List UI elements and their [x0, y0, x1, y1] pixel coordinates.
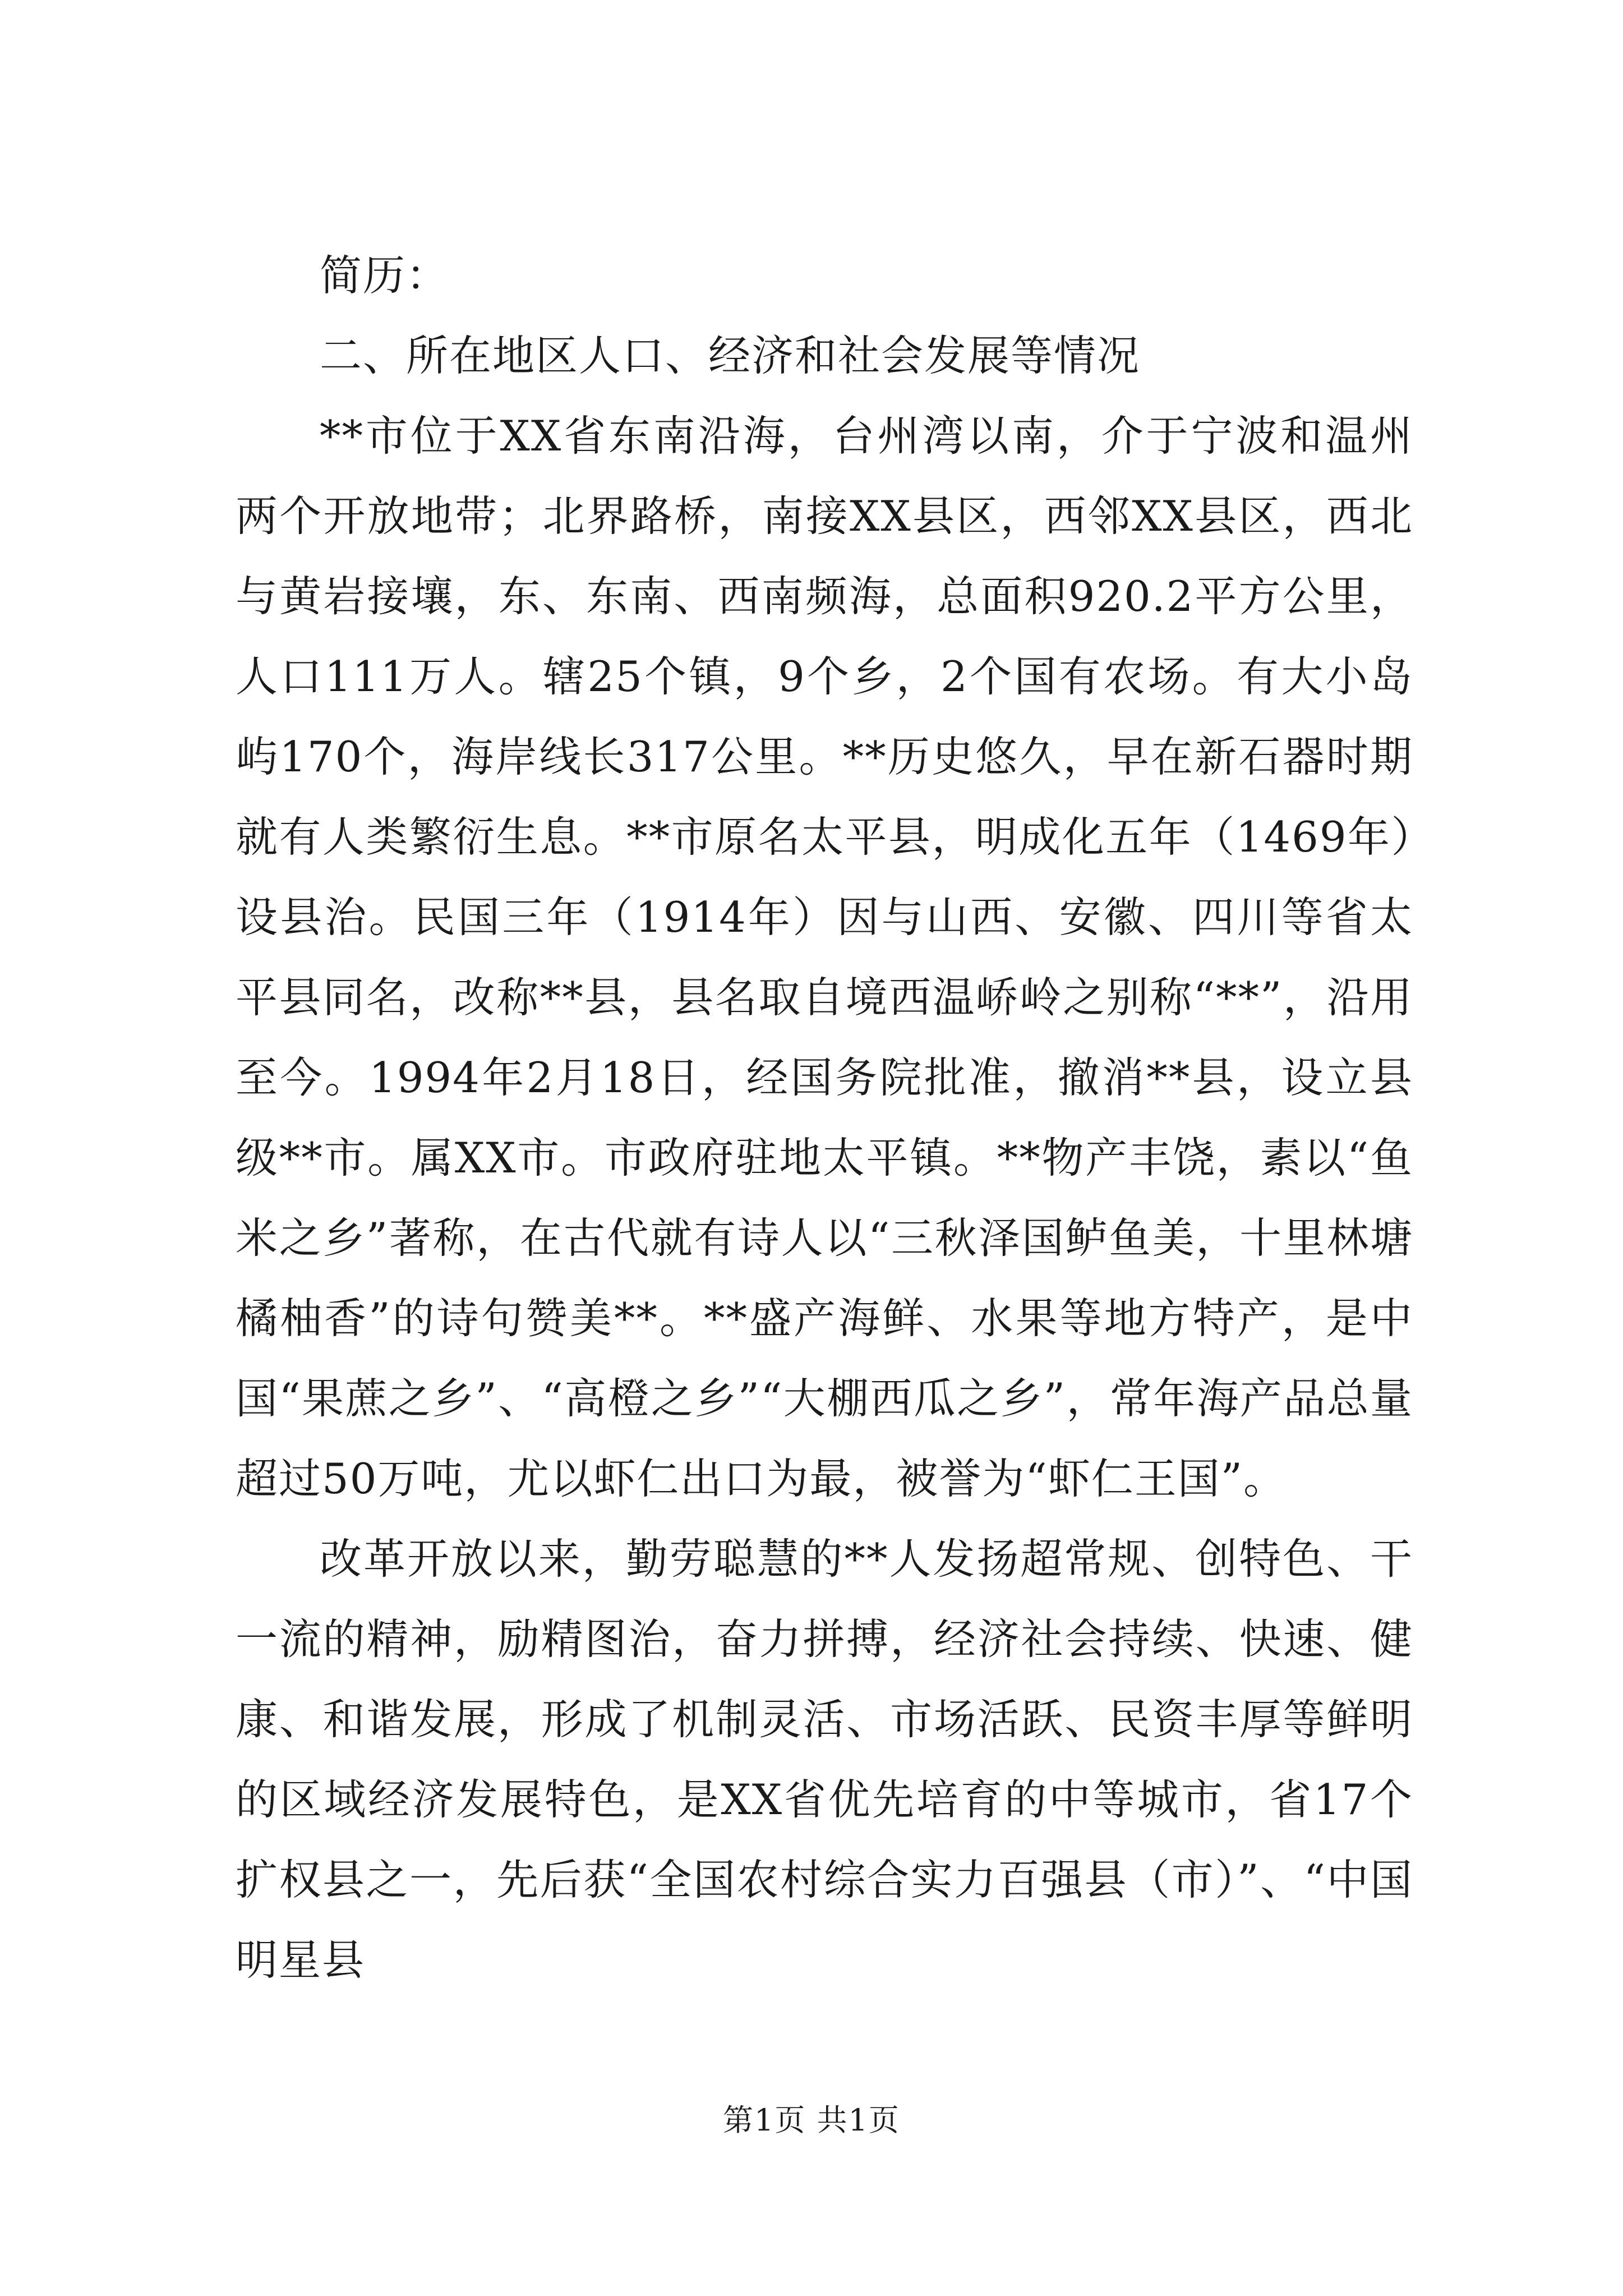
document-body	[236, 236, 1413, 2000]
paragraph-resume-label: 简历：	[320, 251, 450, 300]
page-number-footer: 第1页 共1页	[723, 2102, 900, 2138]
paragraph-region-overview: **市位于XX省东南沿海，台州湾以南，介于宁波和温州两个开放地带；北界路桥，南接XX县区，西邻XX县区，西北与黄岩接壤，东、东南、西南频海，总面积920.2平方公里，人口111万人。辖25个镇，9个乡，2个国有农场。有大小岛屿170个，海岸线长317公里。**历史悠久，早在新石器时期就有人类繁衍生息。**市原名太平县，明成化五年（1469年）设县治。民国三年（1914年）因与山西、安徽、四川等省太平县同名，改称**县，县名取自境西温峤岭之别称“**”，沿用至今。1994年2月18日，经国务院批准，撤消**县，设立县级**市。属XX市。市政府驻地太平镇。**物产丰饶，素以“鱼米之乡”著称，在古代就有诗人以“三秋泽国鲈鱼美，十里林塘橘柚香”的诗句赞美**。**盛产海鲜、水果等地方特产，是中国“果蔗之乡”、“高橙之乡”“大棚西瓜之乡”，常年海产品总量超过50万吨，尤以虾仁出口为最，被誉为“虾仁王国”。	[236, 411, 1413, 1503]
paragraph-reform-development: 改革开放以来，勤劳聪慧的**人发扬超常规、创特色、干一流的精神，励精图治，奋力拼搏，经济社会持续、快速、健康、和谐发展，形成了机制灵活、市场活跃、民资丰厚等鲜明的区域经济发展特色，是XX省优先培育的中等城市，省17个扩权县之一，先后获“全国农村综合实力百强县（市）”、“中国明星县	[236, 1534, 1413, 1985]
section-heading: 二、所在地区人口、经济和社会发展等情况	[320, 331, 1141, 380]
